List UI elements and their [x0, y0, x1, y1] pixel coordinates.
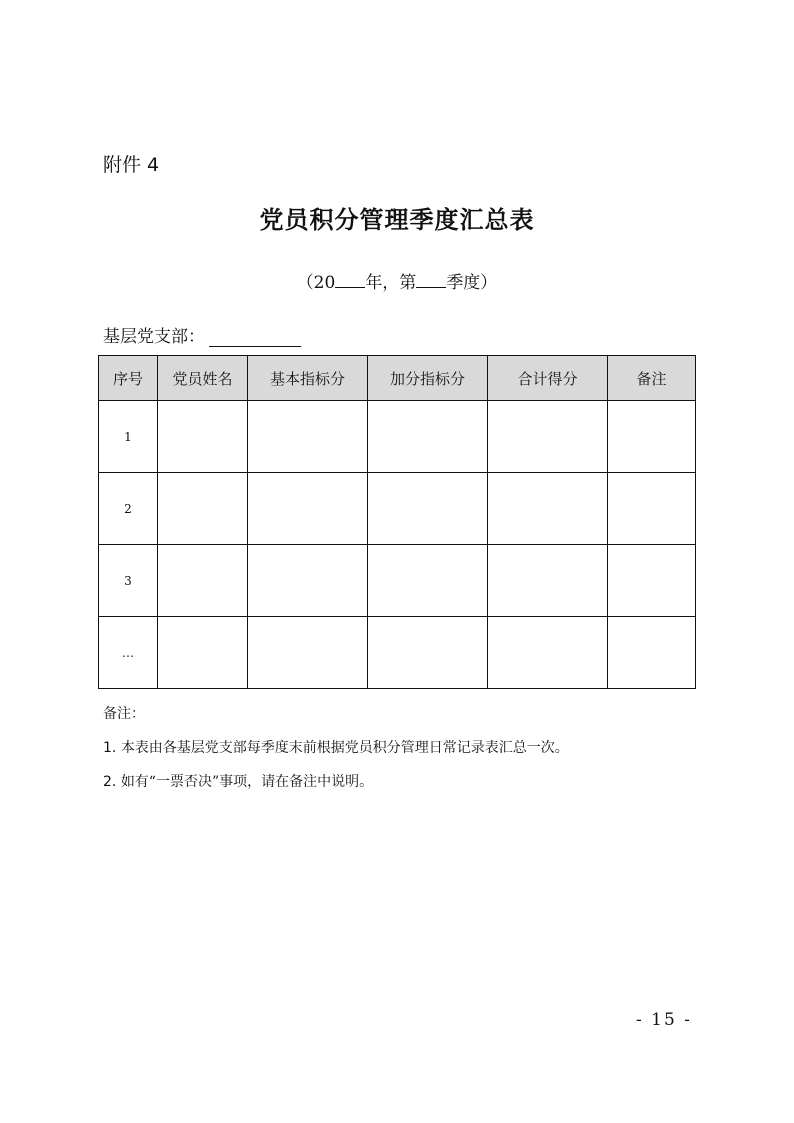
notes-heading: 备注：: [103, 706, 145, 722]
cell-member-name[interactable]: [158, 473, 248, 545]
header-remarks: 备注: [608, 356, 696, 401]
page-number: - 15 -: [636, 1010, 692, 1030]
cell-remarks[interactable]: [608, 473, 696, 545]
note-number: 2.: [103, 774, 117, 790]
period-open: （20: [296, 273, 336, 293]
cell-bonus-score[interactable]: [368, 473, 488, 545]
year-blank[interactable]: [335, 271, 365, 288]
table-row: [99, 401, 696, 473]
cell-member-name[interactable]: [158, 545, 248, 617]
cell-bonus-score[interactable]: [368, 545, 488, 617]
cell-member-name[interactable]: [158, 617, 248, 689]
document-title: 党员积分管理季度汇总表: [259, 205, 535, 234]
row-index: 3: [99, 545, 158, 617]
cell-total-score[interactable]: [488, 545, 608, 617]
header-index: 序号: [99, 356, 158, 401]
table-row: [99, 473, 696, 545]
cell-basic-score[interactable]: [248, 545, 368, 617]
table-row: [99, 617, 696, 689]
cell-remarks[interactable]: [608, 617, 696, 689]
period-line: [0, 268, 794, 293]
cell-bonus-score[interactable]: [368, 617, 488, 689]
table-header-row: [99, 356, 696, 401]
note-text: 本表由各基层党支部每季度末前根据党员积分管理日常记录表汇总一次。: [120, 740, 569, 756]
row-index: 2: [99, 473, 158, 545]
header-basic-score: 基本指标分: [248, 356, 368, 401]
note-item: [103, 737, 569, 757]
branch-blank[interactable]: [209, 328, 301, 347]
cell-bonus-score[interactable]: [368, 401, 488, 473]
cell-remarks[interactable]: [608, 545, 696, 617]
cell-basic-score[interactable]: [248, 617, 368, 689]
row-index: …: [99, 617, 158, 689]
cell-total-score[interactable]: [488, 473, 608, 545]
period-year-suffix: 年，第: [365, 273, 417, 293]
cell-remarks[interactable]: [608, 401, 696, 473]
summary-table: [98, 355, 696, 689]
header-total-score: 合计得分: [488, 356, 608, 401]
notes-section: [103, 703, 569, 805]
header-bonus-score: 加分指标分: [368, 356, 488, 401]
branch-field: [103, 322, 301, 347]
note-item: [103, 771, 569, 791]
quarter-blank[interactable]: [416, 271, 446, 288]
attachment-label: 附件 4: [103, 154, 160, 176]
cell-member-name[interactable]: [158, 401, 248, 473]
period-quarter-suffix: 季度）: [446, 273, 498, 293]
cell-basic-score[interactable]: [248, 401, 368, 473]
row-index: 1: [99, 401, 158, 473]
cell-total-score[interactable]: [488, 617, 608, 689]
cell-total-score[interactable]: [488, 401, 608, 473]
table-row: [99, 545, 696, 617]
header-member-name: 党员姓名: [158, 356, 248, 401]
branch-label: 基层党支部：: [103, 327, 205, 347]
note-number: 1.: [103, 740, 117, 756]
note-text: 如有“一票否决”事项，请在备注中说明。: [120, 774, 374, 790]
cell-basic-score[interactable]: [248, 473, 368, 545]
